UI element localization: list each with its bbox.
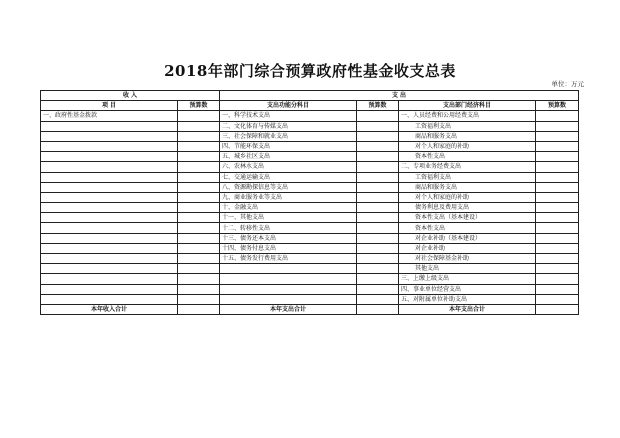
income-budget-cell [178,284,220,294]
table-row [41,274,579,284]
econ-budget-cell [536,141,579,151]
header-row-columns [41,101,579,111]
income-budget-cell [178,264,220,274]
func-item-cell: 十三、债务还本支出 [220,233,357,243]
income-item-cell: 一、政府性基金拨款 [41,111,178,121]
table-row [41,243,579,253]
econ-budget-cell [536,203,579,213]
econ-budget-cell [536,243,579,253]
func-budget-cell [357,172,399,182]
income-budget-cell [178,111,220,121]
income-item-cell [41,284,178,294]
income-item-cell [41,294,178,304]
func-budget-cell [357,131,399,141]
econ-item-cell: 其他支出 [399,264,536,274]
income-budget-cell [178,192,220,202]
func-budget-cell [357,182,399,192]
income-budget-cell [178,152,220,162]
table-row [41,264,579,274]
table-row [41,131,579,141]
income-header: 收 入 [41,91,220,101]
expense-header: 支 出 [220,91,579,101]
econ-budget-cell [536,192,579,202]
econ-item-cell: 对企业补助 [399,243,536,253]
econ-item-cell: 商品和服务支出 [399,182,536,192]
econ-item-cell: 五、对附属单位补助支出 [399,294,536,304]
income-budget-cell [178,254,220,264]
func-item-cell: 六、农林水支出 [220,162,357,172]
table-row [41,223,579,233]
econ-budget-cell [536,294,579,304]
econ-item-cell: 工资福利支出 [399,172,536,182]
func-budget-cell [357,233,399,243]
econ-budget-cell [536,172,579,182]
econ-budget-cell [536,131,579,141]
econ-item-cell: 资本性支出 [399,152,536,162]
econ-budget-cell [536,233,579,243]
table-row [41,213,579,223]
func-budget-cell [357,254,399,264]
econ-budget-cell [536,254,579,264]
table-row [41,254,579,264]
income-item-cell [41,233,178,243]
func-item-cell: 八、资源勘探信息等支出 [220,182,357,192]
table-row [41,111,579,121]
income-budget-cell [178,131,220,141]
econ-item-cell: 对个人和家庭的补助 [399,192,536,202]
func-item-cell: 十、金融支出 [220,203,357,213]
income-budget-cell [178,274,220,284]
func-budget-cell [357,121,399,131]
econ-item-cell: 债务利息及费用支出 [399,203,536,213]
table-row [41,192,579,202]
func-budget-cell [357,243,399,253]
income-budget-cell [178,162,220,172]
table-row [41,294,579,304]
econ-item-cell: 对企业补助（基本建设） [399,233,536,243]
income-item-cell [41,192,178,202]
income-item-cell [41,131,178,141]
income-total-value [178,304,220,314]
page-title: 2018年部门综合预算政府性基金收支总表 [164,62,456,80]
income-item-cell [41,274,178,284]
econ-item-cell: 三、上缴上级支出 [399,274,536,284]
table-row [41,162,579,172]
income-budget-cell [178,294,220,304]
econ-item-cell: 二、专项业务经费支出 [399,162,536,172]
func-item-cell: 七、交通运输支出 [220,172,357,182]
func-budget-cell [357,192,399,202]
econ-budget-cell [536,182,579,192]
func-item-cell: 十二、转移性支出 [220,223,357,233]
table-body [41,91,579,315]
econ-budget-cell [536,284,579,294]
income-item-cell [41,182,178,192]
table-row [41,172,579,182]
col-item-header: 项 目 [41,101,178,111]
econ-item-cell: 一、人员经费和公用经费支出 [399,111,536,121]
income-item-cell [41,152,178,162]
econ-item-cell: 资本性支出（基本建设） [399,213,536,223]
income-item-cell [41,264,178,274]
income-budget-cell [178,243,220,253]
func-item-cell [220,274,357,284]
income-budget-cell [178,233,220,243]
income-item-cell [41,162,178,172]
income-budget-cell [178,121,220,131]
econ-budget-cell [536,162,579,172]
col-budget-header: 预算数 [357,101,399,111]
func-total-label: 本年支出合计 [220,304,357,314]
func-item-cell: 三、社会保障和就业支出 [220,131,357,141]
table-row [41,284,579,294]
econ-budget-cell [536,264,579,274]
func-budget-cell [357,274,399,284]
income-budget-cell [178,203,220,213]
econ-budget-cell [536,213,579,223]
func-budget-cell [357,141,399,151]
econ-item-cell: 商品和服务支出 [399,131,536,141]
col-func-header: 支出功能分科目 [220,101,357,111]
income-item-cell [41,223,178,233]
income-total-label: 本年收入合计 [41,304,178,314]
func-budget-cell [357,284,399,294]
income-item-cell [41,203,178,213]
col-econ-header: 支出部门经济科目 [399,101,536,111]
table-row [41,182,579,192]
econ-total-value [536,304,579,314]
income-item-cell [41,172,178,182]
income-budget-cell [178,182,220,192]
func-budget-cell [357,203,399,213]
col-budget-header: 预算数 [536,101,579,111]
func-item-cell: 九、商业服务业等支出 [220,192,357,202]
table-row [41,141,579,151]
func-budget-cell [357,264,399,274]
func-budget-cell [357,162,399,172]
econ-budget-cell [536,152,579,162]
income-item-cell [41,141,178,151]
unit-label: 单位：万元 [551,80,584,88]
func-total-value [357,304,399,314]
econ-budget-cell [536,223,579,233]
func-budget-cell [357,111,399,121]
budget-table [40,90,579,315]
econ-total-label: 本年支出合计 [399,304,536,314]
func-budget-cell [357,213,399,223]
table-row [41,121,579,131]
table-row [41,233,579,243]
income-item-cell [41,121,178,131]
func-item-cell: 十四、债务付息支出 [220,243,357,253]
econ-budget-cell [536,121,579,131]
econ-item-cell: 对社会保障基金补助 [399,254,536,264]
func-item-cell: 十一、其他支出 [220,213,357,223]
income-item-cell [41,213,178,223]
income-budget-cell [178,213,220,223]
func-item-cell: 一、科学技术支出 [220,111,357,121]
func-item-cell: 四、节能环保支出 [220,141,357,151]
func-budget-cell [357,152,399,162]
func-budget-cell [357,223,399,233]
header-row-top [41,91,579,101]
income-budget-cell [178,223,220,233]
func-item-cell [220,264,357,274]
func-item-cell: 二、文化体育与传媒支出 [220,121,357,131]
func-item-cell: 五、城乡社区支出 [220,152,357,162]
econ-item-cell: 四、事业单位经营支出 [399,284,536,294]
income-item-cell [41,243,178,253]
func-item-cell [220,294,357,304]
func-item-cell: 十五、债务发行费用支出 [220,254,357,264]
econ-budget-cell [536,111,579,121]
total-row [41,304,579,314]
income-budget-cell [178,141,220,151]
econ-item-cell: 对个人和家庭的补助 [399,141,536,151]
econ-budget-cell [536,274,579,284]
table-row [41,152,579,162]
func-item-cell [220,284,357,294]
econ-item-cell: 工资福利支出 [399,121,536,131]
income-budget-cell [178,172,220,182]
table-row [41,203,579,213]
econ-item-cell: 资本性支出 [399,223,536,233]
col-budget-header: 预算数 [178,101,220,111]
func-budget-cell [357,294,399,304]
income-item-cell [41,254,178,264]
